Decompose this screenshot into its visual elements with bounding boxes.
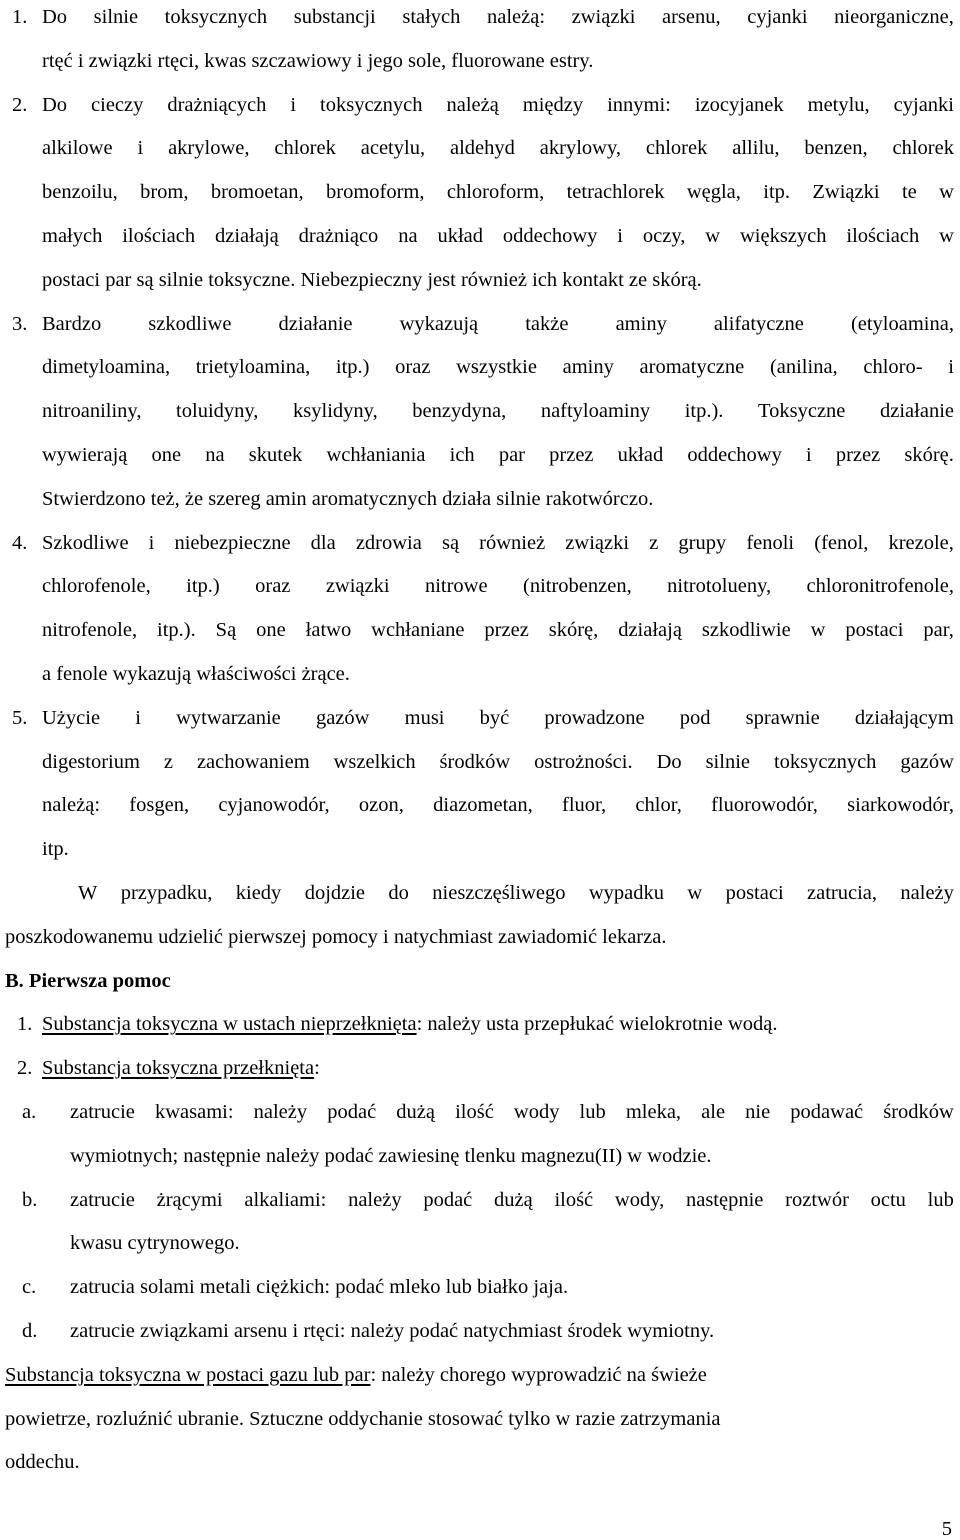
- word: Użycie: [42, 706, 101, 729]
- word: zatrucia,: [807, 882, 878, 904]
- sub-item-text: kwasu cytrynowego.: [70, 1232, 240, 1255]
- word: cyjanowodór,: [218, 794, 330, 817]
- word: wody: [513, 1101, 560, 1123]
- word: aldehyd: [449, 137, 515, 160]
- word: dla: [310, 531, 336, 554]
- word: itp.: [763, 181, 791, 204]
- word: fluorowodór,: [711, 794, 818, 817]
- word: roztwór: [785, 1188, 849, 1211]
- word: benzen,: [804, 137, 868, 160]
- word: Toksyczne: [758, 400, 846, 423]
- word: w: [939, 225, 954, 247]
- word: ilościach: [122, 225, 196, 247]
- item-number: 3.: [12, 312, 28, 335]
- word: oddechowy: [502, 225, 598, 247]
- word: również: [479, 531, 546, 554]
- word: siarkowodór,: [847, 794, 954, 817]
- word: zachowaniem: [196, 750, 310, 773]
- word: należy: [348, 1188, 402, 1211]
- word: niebezpieczne: [174, 531, 291, 554]
- word: dimetyloamina,: [42, 356, 171, 379]
- word: zatrucie: [70, 1101, 135, 1123]
- word: wody,: [614, 1188, 665, 1211]
- word: należą:: [487, 6, 546, 28]
- item-text: postaci par są silnie toksyczne. Niebezpieczny jest również ich kontakt ze skórą.: [42, 268, 702, 291]
- warning-text: poszkodowanemu udzielić pierwszej pomocy i natychmiast zawiadomić lekarza.: [5, 925, 667, 948]
- word: akrylowe,: [168, 137, 250, 160]
- word: (nitrobenzen,: [523, 575, 632, 598]
- word: stałych: [402, 6, 461, 28]
- word: przez: [484, 619, 529, 642]
- sub-item-text: zatrucia solami metali ciężkich: podać mleko lub białko jaja.: [70, 1276, 569, 1299]
- word: chloro-: [863, 356, 923, 379]
- page-number: 5: [941, 1518, 952, 1540]
- item-text: [42, 135, 954, 161]
- word: alifatyczne: [713, 312, 804, 335]
- word: i: [290, 93, 297, 116]
- word: i: [135, 706, 141, 729]
- word: drażniąco: [298, 225, 379, 247]
- item-number: 2.: [12, 93, 28, 116]
- word: fosgen,: [129, 794, 190, 817]
- word: toksycznych: [773, 750, 877, 773]
- word: zdrowia: [355, 531, 422, 554]
- word: nieorganiczne,: [834, 6, 954, 28]
- word: itp.).: [157, 619, 196, 642]
- item-number: 1.: [12, 6, 28, 28]
- word: środków: [439, 750, 511, 773]
- word: gazów: [315, 706, 370, 729]
- word: nitrotolueny,: [667, 575, 772, 598]
- word: w: [687, 882, 703, 904]
- word: grupy: [678, 531, 727, 554]
- word: krezole,: [888, 531, 954, 554]
- word: Do: [42, 6, 68, 28]
- item-number: 4.: [12, 531, 28, 554]
- word: układ: [437, 225, 483, 247]
- word: gazów: [900, 750, 954, 773]
- word: substancji: [293, 6, 376, 28]
- item-text: Stwierdzono też, że szereg amin aromatycznych działa silnie rakotwórczo.: [42, 487, 654, 510]
- word: cyjanki: [893, 93, 954, 116]
- word: z: [649, 531, 659, 554]
- sub-item-text: wymiotnych; następnie należy podać zawiesinę tlenku magnezu(II) w wodzie.: [70, 1144, 712, 1167]
- word: chlorek: [645, 137, 708, 160]
- item-text: [42, 398, 954, 424]
- word: z: [163, 750, 173, 773]
- word: podawać: [790, 1101, 864, 1123]
- word: zatrucie: [70, 1188, 135, 1211]
- word: należy: [900, 882, 954, 904]
- word: układ: [617, 444, 664, 466]
- word: nieszczęśliwego: [432, 882, 566, 904]
- word: chlorofenole,: [42, 575, 151, 598]
- word: Do: [656, 750, 682, 773]
- word: należą: [446, 93, 499, 116]
- sub-item-text: [70, 1187, 954, 1213]
- sub-item-letter: d.: [22, 1320, 38, 1342]
- word: brom,: [140, 181, 189, 204]
- word: Bardzo: [42, 312, 102, 335]
- item-text: [42, 354, 954, 380]
- word: do: [388, 882, 409, 904]
- item-text: [42, 223, 954, 249]
- word: alkaliami:: [244, 1188, 327, 1211]
- word: postaci: [725, 882, 784, 904]
- word: diazometan,: [433, 794, 533, 817]
- word: chlorek: [892, 137, 954, 160]
- item-text: [42, 617, 954, 643]
- word: cyjanki: [747, 6, 808, 28]
- first-aid-number: 1.: [17, 1013, 33, 1036]
- item-number: 5.: [12, 706, 28, 729]
- word: szkodliwie: [701, 619, 791, 642]
- word: związki: [571, 6, 636, 28]
- word: małych: [42, 225, 103, 247]
- word: nitrowe: [424, 575, 488, 598]
- word: w: [810, 619, 826, 642]
- word: ilość: [554, 1188, 594, 1211]
- item-text: [42, 442, 954, 468]
- word: przypadku,: [120, 882, 213, 904]
- item-text: [42, 4, 954, 30]
- word: ozon,: [358, 794, 404, 817]
- item-text: [42, 749, 954, 775]
- word: lub: [579, 1101, 606, 1123]
- word: żrącymi: [156, 1188, 223, 1211]
- word: drażniących: [167, 93, 267, 116]
- word: mleka,: [625, 1101, 682, 1123]
- word: nitrofenole,: [42, 619, 138, 642]
- gas-text: powietrze, rozluźnić ubranie. Sztuczne oddychanie stosować tylko w razie zatrzymania: [5, 1407, 721, 1430]
- word: par: [498, 444, 525, 466]
- item-text: itp.: [42, 838, 69, 861]
- word: także: [525, 312, 569, 335]
- word: fenoli: [746, 531, 795, 554]
- first-aid-text: [42, 1055, 320, 1081]
- word: chloronitrofenole,: [806, 575, 954, 598]
- word: musi: [404, 706, 445, 729]
- word: aminy: [562, 356, 614, 379]
- word: prowadzone: [544, 706, 645, 729]
- word: one: [151, 444, 182, 466]
- word: na: [398, 225, 418, 247]
- word: dojdzie: [304, 882, 366, 904]
- first-aid-instruction: : należy usta przepłukać wielokrotnie wodą.: [416, 1013, 778, 1036]
- word: pod: [679, 706, 711, 729]
- word: i: [148, 531, 155, 554]
- warning-text: [78, 880, 954, 906]
- word: przez: [835, 444, 881, 466]
- word: wywierają: [42, 444, 128, 466]
- word: wypadku: [588, 882, 665, 904]
- word: digestorium: [42, 750, 140, 773]
- word: związki: [325, 575, 390, 598]
- word: działanie: [278, 312, 353, 335]
- word: naftyloaminy: [540, 400, 651, 423]
- word: i: [137, 137, 144, 160]
- word: itp.).: [684, 400, 724, 423]
- word: oddechowy: [687, 444, 782, 466]
- word: wytwarzanie: [176, 706, 281, 729]
- word: należą:: [42, 794, 101, 817]
- word: chloroform,: [446, 181, 545, 204]
- word: lub: [927, 1188, 954, 1211]
- word: itp.): [186, 575, 220, 598]
- word: być: [479, 706, 510, 729]
- first-aid-instruction: :: [314, 1057, 320, 1080]
- word: fluor,: [562, 794, 607, 817]
- first-aid-text: [42, 1011, 777, 1037]
- first-aid-case: Substancja toksyczna w ustach nieprzełknięta: [42, 1013, 417, 1036]
- word: akrylowy,: [539, 137, 621, 160]
- section-heading: B. Pierwsza pomoc: [5, 969, 171, 992]
- gas-text: oddechu.: [5, 1451, 80, 1474]
- word: (anilina,: [769, 356, 838, 379]
- word: należy: [253, 1101, 308, 1123]
- word: są: [441, 531, 460, 554]
- word: ksylidyny,: [293, 400, 378, 423]
- item-text: [42, 179, 954, 205]
- word: ostrożności.: [534, 750, 633, 773]
- word: Szkodliwe: [42, 531, 129, 554]
- word: aromatyczne: [639, 356, 745, 379]
- word: chlorek: [274, 137, 336, 160]
- word: dużą: [396, 1101, 435, 1123]
- word: działającym: [854, 706, 954, 729]
- item-text: [42, 705, 954, 731]
- word: innymi:: [607, 93, 671, 116]
- word: W: [78, 882, 98, 904]
- word: sprawnie: [745, 706, 820, 729]
- word: one: [256, 619, 286, 642]
- word: oraz: [395, 356, 431, 379]
- word: toksycznych: [164, 6, 268, 28]
- word: postaci: [845, 619, 904, 642]
- word: podać: [423, 1188, 473, 1211]
- word: chlor,: [635, 794, 682, 817]
- word: (fenol,: [814, 531, 869, 554]
- word: Do: [42, 93, 68, 116]
- item-text: [42, 311, 954, 337]
- item-text: [42, 92, 954, 118]
- word: dużą: [494, 1188, 533, 1211]
- word: między: [522, 93, 584, 116]
- word: środków: [883, 1101, 954, 1123]
- word: przez: [549, 444, 594, 466]
- word: i: [806, 444, 812, 466]
- sub-item-letter: b.: [22, 1188, 38, 1211]
- word: alkilowe: [42, 137, 113, 160]
- gas-instruction: : należy chorego wyprowadzić na świeże: [370, 1363, 707, 1386]
- gas-first-line: [5, 1362, 707, 1388]
- word: kiedy: [235, 882, 282, 904]
- sub-item-text: zatrucie związkami arsenu i rtęci: należy podać natychmiast środek wymiotny.: [70, 1320, 715, 1342]
- word: działają: [618, 619, 682, 642]
- word: podać: [327, 1101, 377, 1123]
- sub-item-text: [70, 1099, 954, 1125]
- word: bromoetan,: [210, 181, 304, 204]
- word: benzoilu,: [42, 181, 118, 204]
- word: cieczy: [91, 93, 144, 116]
- item-text: [42, 530, 954, 556]
- word: bromoform,: [326, 181, 425, 204]
- word: allilu,: [732, 137, 780, 160]
- word: wchłaniane: [371, 619, 465, 642]
- word: działanie: [880, 400, 954, 423]
- word: skutek: [248, 444, 303, 466]
- word: metylu,: [807, 93, 870, 116]
- word: większych: [739, 225, 827, 247]
- word: kwasami:: [154, 1101, 234, 1123]
- gas-case: Substancja toksyczna w postaci gazu lub par: [5, 1363, 371, 1386]
- word: benzydyna,: [412, 400, 507, 423]
- word: acetylu,: [360, 137, 426, 160]
- word: te: [901, 181, 917, 204]
- word: i: [948, 356, 954, 379]
- word: oczy,: [642, 225, 686, 247]
- word: wszelkich: [333, 750, 416, 773]
- word: Są: [215, 619, 237, 642]
- word: oraz: [255, 575, 291, 598]
- word: arsenu,: [662, 6, 721, 28]
- word: w: [705, 225, 721, 247]
- word: aminy: [615, 312, 667, 335]
- word: węgla,: [686, 181, 741, 204]
- word: działają: [215, 225, 279, 247]
- word: wykazują: [399, 312, 479, 335]
- word: silnie: [93, 6, 139, 28]
- word: łatwo: [305, 619, 352, 642]
- word: skórę.: [904, 444, 954, 466]
- word: ale: [701, 1101, 726, 1123]
- word: wchłaniania: [326, 444, 426, 466]
- word: ich: [449, 444, 475, 466]
- word: izocyjanek: [694, 93, 784, 116]
- sub-item-letter: c.: [22, 1276, 37, 1299]
- word: Związki: [812, 181, 880, 204]
- first-aid-case: Substancja toksyczna przełknięta: [42, 1057, 315, 1080]
- sub-item-letter: a.: [22, 1101, 37, 1123]
- word: i: [617, 225, 623, 247]
- word: trietyloamina,: [195, 356, 311, 379]
- word: itp.): [335, 356, 370, 379]
- word: ilościach: [846, 225, 920, 247]
- word: toluidyny,: [176, 400, 259, 423]
- first-aid-number: 2.: [17, 1057, 33, 1080]
- word: octu: [870, 1188, 906, 1211]
- word: wszystkie: [456, 356, 537, 379]
- item-text: [42, 573, 954, 599]
- word: silnie: [705, 750, 750, 773]
- word: skórę,: [548, 619, 599, 642]
- item-text: rtęć i związki rtęci, kwas szczawiowy i jego sole, fluorowane estry.: [42, 49, 594, 72]
- word: nitroaniliny,: [42, 400, 142, 423]
- item-text: a fenole wykazują właściwości żrące.: [42, 663, 350, 685]
- word: w: [939, 181, 954, 204]
- word: szkodliwe: [148, 312, 232, 335]
- word: na: [205, 444, 225, 466]
- word: ilość: [455, 1101, 494, 1123]
- word: związki: [565, 531, 630, 554]
- item-text: [42, 792, 954, 818]
- word: nie: [745, 1101, 771, 1123]
- word: par,: [923, 619, 954, 642]
- word: tetrachlorek: [566, 181, 665, 204]
- word: (etyloamina,: [850, 312, 954, 335]
- word: toksycznych: [320, 93, 423, 116]
- word: następnie: [685, 1188, 764, 1211]
